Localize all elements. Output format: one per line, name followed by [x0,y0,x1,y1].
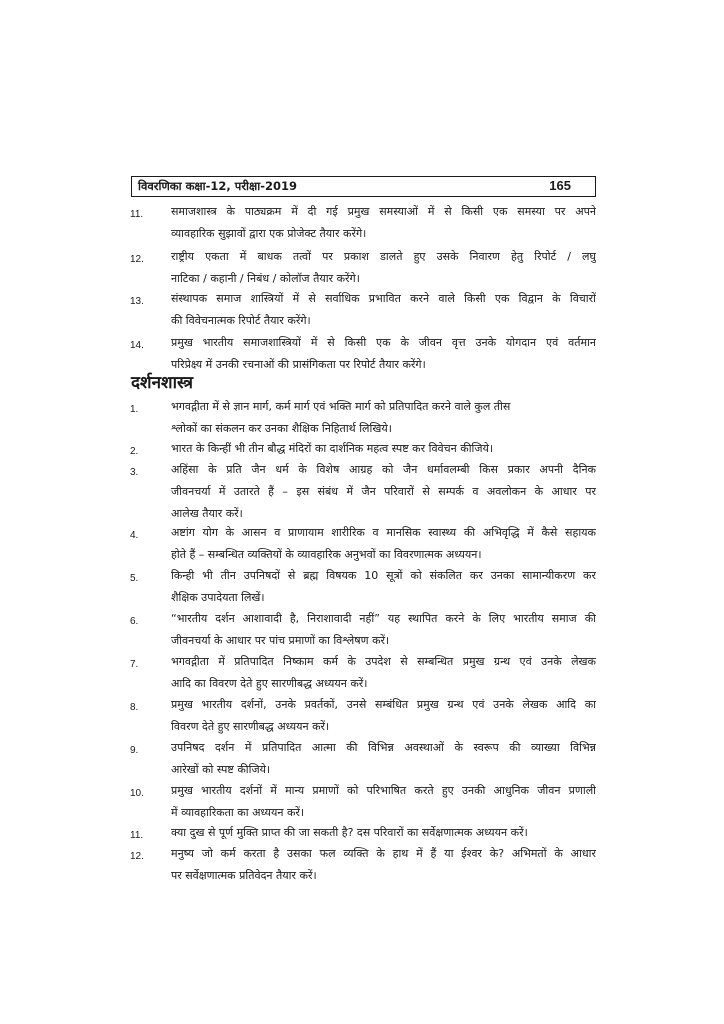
item-text-line: अहिंसा के प्रति जैन धर्म के विशेष आग्रह को जैन धर्मावलम्बी किस प्रकार अपनी दैनिक [171,463,596,476]
item-number: 6. [130,616,139,627]
item-text-line: होते हैं – सम्बन्धित व्यक्तियों के व्यावहारिक अनुभवों का विवरणात्मक अध्ययन। [171,548,482,561]
item-text-line: पर सर्वेक्षणात्मक प्रतिवेदन तैयार करें। [171,869,317,882]
item-text-line: की विवेचनात्मक रिपोर्ट तैयार करेंगे। [171,314,311,327]
item-number: 2. [130,446,139,457]
item-number: 14. [130,340,144,351]
item-text-line: नाटिका / कहानी / निबंध / कोलॉज तैयार करेंगे। [171,272,360,285]
item-number: 13. [130,296,144,307]
item-text-line: विवरण देते हुए सारणीबद्ध अध्ययन करें। [171,720,330,733]
item-text-line: जीवनचर्या में उतारते हैं – इस संबंध में जैन परिवारों से सम्पर्क व अवलोकन के आधार पर [171,485,596,498]
item-number: 12. [130,851,144,862]
item-number: 8. [130,702,139,713]
item-text-line: आदि का विवरण देते हुए सारणीबद्ध अध्ययन करें। [171,677,368,690]
item-number: 1. [130,404,139,415]
item-text-line: आलेख तैयार करें। [171,507,243,520]
item-text-line: आरेखों को स्पष्ट कीजिये। [171,763,271,776]
item-number: 5. [130,573,139,584]
item-number: 12. [130,254,144,265]
item-text-line: शैक्षिक उपादेयता लिखें। [171,591,265,604]
item-number: 4. [130,530,139,541]
item-text-line: क्या दुख से पूर्ण मुक्ति प्राप्त की जा सकती है? दस परिवारों का सर्वेक्षणात्मक अध्ययन करें। [171,826,528,839]
item-text-line: भगवद्गीता में प्रतिपादित निष्काम कर्म के उपदेश से सम्बन्धित प्रमुख ग्रन्थ एवं उनके लेखक [171,655,596,668]
item-text-line: प्रमुख भारतीय समाजशास्त्रियों में से किसी एक के जीवन वृत्त उनके योगदान एवं वर्तमान [171,336,596,349]
item-number: 11. [130,830,144,841]
item-text-line: भारत के किन्हीं भी तीन बौद्ध मंदिरों का दार्शनिक महत्व स्पष्ट कर विवेचन कीजिये। [171,442,494,455]
item-text-line: उपनिषद दर्शन में प्रतिपादित आत्मा की विभिन्न अवस्थाओं के स्वरूप की व्याख्या विभिन्न [171,741,596,754]
item-text-line: व्यावहारिक सुझावों द्वारा एक प्रोजेक्ट तैयार करेंगे। [171,227,367,240]
item-number: 3. [130,467,139,478]
item-number: 11. [130,209,144,220]
item-text-line: परिप्रेक्ष्य में उनकी रचनाओं की प्रासंगिकता पर रिपोर्ट तैयार करेंगे। [171,358,426,371]
item-text-line: “भारतीय दर्शन आशावादी है, निराशावादी नहीं” यह स्थापित करने के लिए भारतीय समाज की [171,612,596,625]
item-text-line: जीवनचर्या के आधार पर पांच प्रमाणों का विश्लेषण करें। [171,634,390,647]
item-text-line: मनुष्य जो कर्म करता है उसका फल व्यक्ति के हाथ में हैं या ईश्वर के? अभिमतों के आधार [171,847,596,860]
item-text-line: प्रमुख भारतीय दर्शनों में मान्य प्रमाणों को परिभाषित करते हुए उनकी आधुनिक जीवन प्रणाली [171,784,596,797]
item-text-line: श्लोकों का संकलन कर उनका शैक्षिक निहितार्थ लिखिये। [171,422,392,435]
item-number: 9. [130,745,139,756]
item-text-line: संस्थापक समाज शास्त्रियों में से सर्वाधिक प्रभावित करने वाले किसी एक विद्वान के विचारों [171,292,596,305]
item-text-line: किन्ही भी तीन उपनिषदों से ब्रह्म विषयक 10 सूत्रों को संकलित कर उनका सामान्यीकरण कर [171,569,596,582]
item-number: 7. [130,659,139,670]
item-number: 10. [130,788,144,799]
item-text-line: में व्यावहारिकता का अध्ययन करें। [171,806,305,819]
item-text-line: भगवद्गीता में से ज्ञान मार्ग, कर्म मार्ग एवं भक्ति मार्ग को प्रतिपादित करने वाले कुल तीस [171,400,511,413]
item-text-line: समाजशास्त्र के पाठ्यक्रम में दी गई प्रमुख समस्याओं में से किसी एक समस्या पर अपने [171,205,596,218]
item-text-line: राष्ट्रीय एकता में बाधक तत्वों पर प्रकाश डालते हुए उसके निवारण हेतु रिपोर्ट / लघु [171,250,596,263]
running-header [131,176,596,197]
header-title: विवरणिका कक्षा-12, परीक्षा-2019 [138,179,297,193]
item-text-line: प्रमुख भारतीय दर्शनों, उनके प्रवर्तकों, उनसे सम्बंधित प्रमुख ग्रन्थ एवं उनके लेखक आदि का [171,698,596,711]
item-text-line: अष्टांग योग के आसन व प्राणायाम शारीरिक व मानसिक स्वास्थ्य की अभिवृद्धि में कैसे सहायक [171,526,596,539]
section-heading: दर्शनशास्त्र [131,373,193,393]
page-number: 165 [549,178,571,193]
